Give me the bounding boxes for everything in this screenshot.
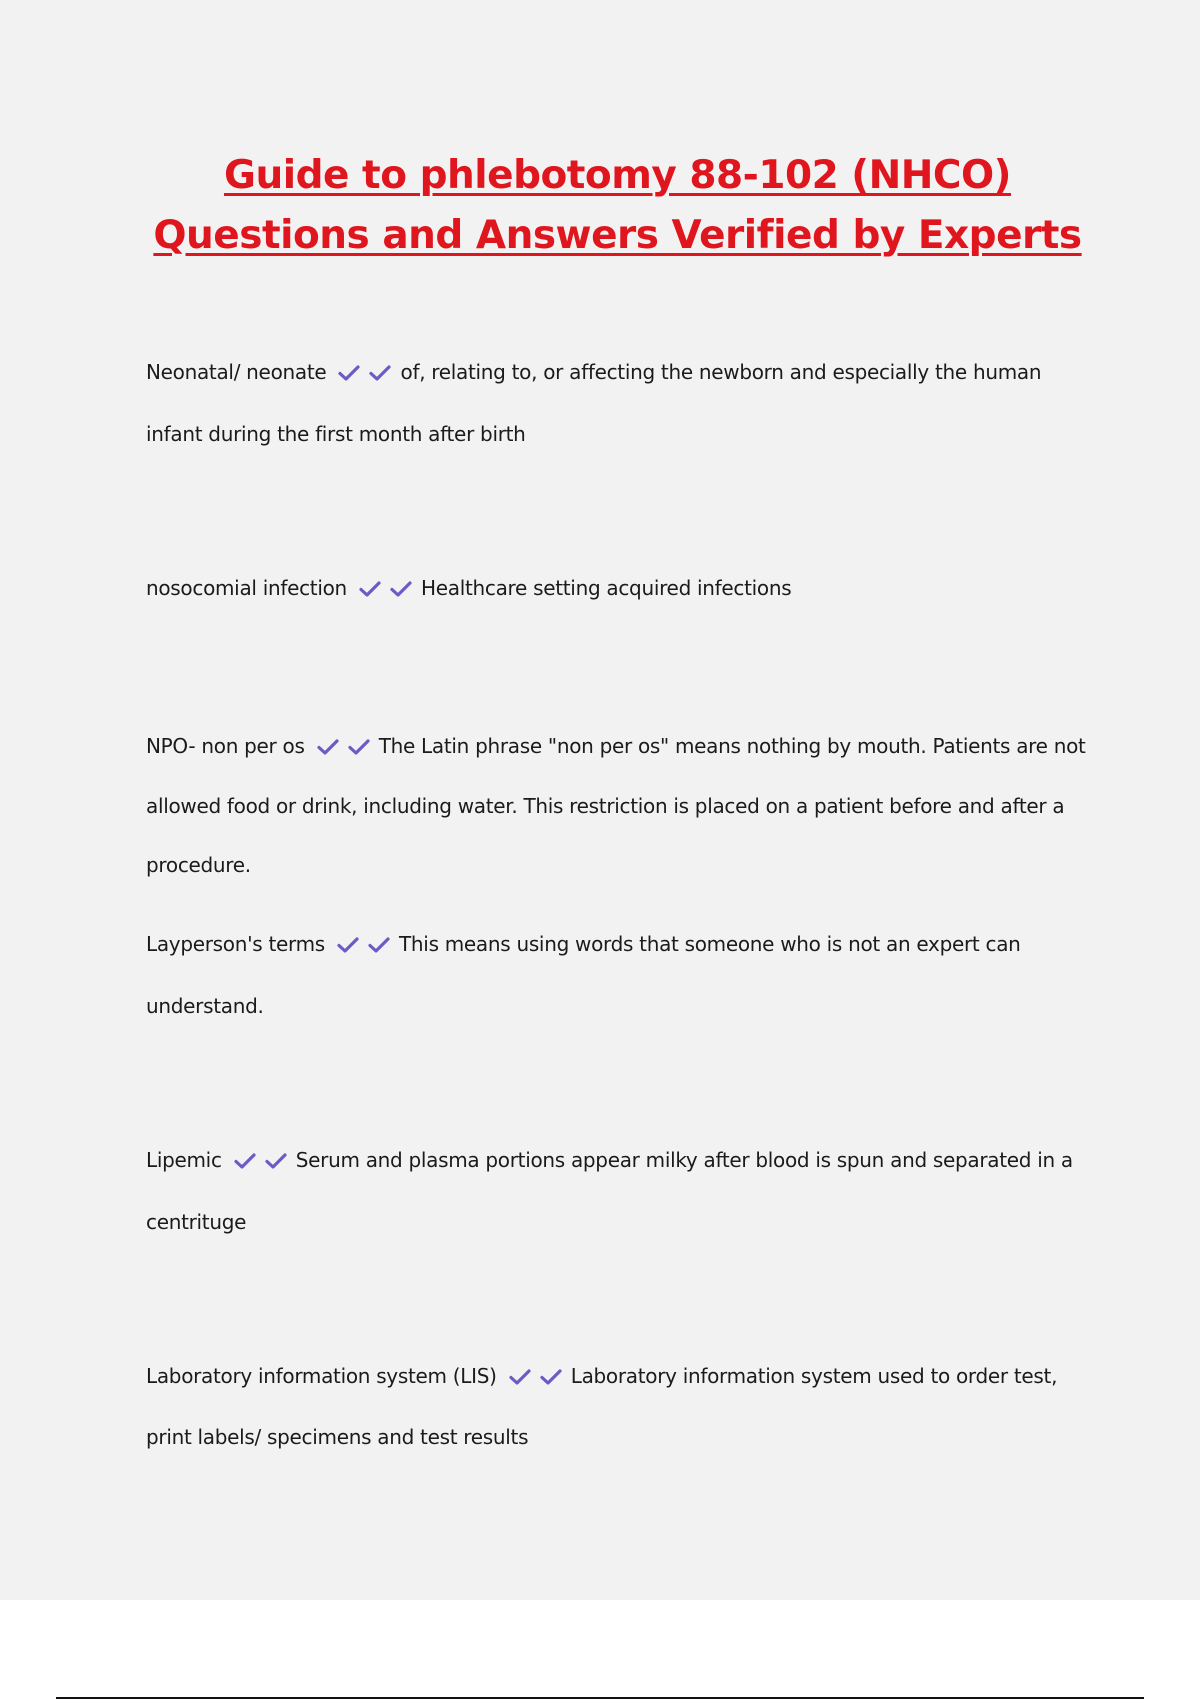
title-line-2: Questions and Answers Verified by Experts (153, 213, 1082, 258)
entry-line (146, 1145, 1096, 1175)
entry-term: Laboratory information system (LIS) (146, 1364, 497, 1388)
entry-term: nosocomial infection (146, 576, 347, 600)
entry-line (146, 929, 1096, 959)
check-icon (348, 739, 370, 755)
check-icon (369, 365, 391, 381)
qa-entry (146, 1145, 1096, 1237)
check-icon (265, 1153, 287, 1169)
entry-line (146, 357, 1096, 387)
check-icon (390, 581, 412, 597)
entry-line: print labels/ specimens and test results (146, 1425, 529, 1449)
entry-term: Lipemic (146, 1148, 222, 1172)
check-icon (540, 1369, 562, 1385)
qa-entry (146, 1361, 1096, 1452)
check-icon (338, 365, 360, 381)
qa-entry (146, 929, 1096, 1021)
entry-line (146, 573, 1096, 603)
footer-rule (56, 1697, 1144, 1699)
document-title (0, 146, 1200, 266)
entry-definition: Healthcare setting acquired infections (421, 576, 792, 600)
entry-line (146, 731, 1096, 761)
entry-definition: This means using words that someone who is not an expert can (399, 932, 1021, 956)
entry-term: Neonatal/ neonate (146, 360, 327, 384)
qa-entry (146, 731, 1096, 880)
entry-definition: Serum and plasma portions appear milky after blood is spun and separated in a (295, 1148, 1073, 1172)
check-icon (368, 937, 390, 953)
entry-line: procedure. (146, 853, 251, 877)
entry-term: Layperson's terms (146, 932, 325, 956)
entry-term: NPO- non per os (146, 734, 305, 758)
entry-definition: of, relating to, or affecting the newborn and especially the human (400, 360, 1042, 384)
check-icon (317, 739, 339, 755)
check-icon (509, 1369, 531, 1385)
entry-definition: Laboratory information system used to order test, (570, 1364, 1058, 1388)
check-icon (337, 937, 359, 953)
entry-line: centrituge (146, 1210, 247, 1234)
entry-definition: The Latin phrase "non per os" means nothing by mouth. Patients are not (378, 734, 1086, 758)
entry-line: understand. (146, 994, 264, 1018)
check-icon (234, 1153, 256, 1169)
qa-entry (146, 357, 1096, 449)
check-icon (359, 581, 381, 597)
qa-entry (146, 573, 1096, 603)
title-line-1: Guide to phlebotomy 88-102 (NHCO) (223, 153, 1012, 198)
entry-line (146, 1361, 1096, 1391)
entry-line: allowed food or drink, including water. This restriction is placed on a patient before and after a (146, 794, 1065, 818)
entry-line: infant during the first month after birth (146, 422, 526, 446)
